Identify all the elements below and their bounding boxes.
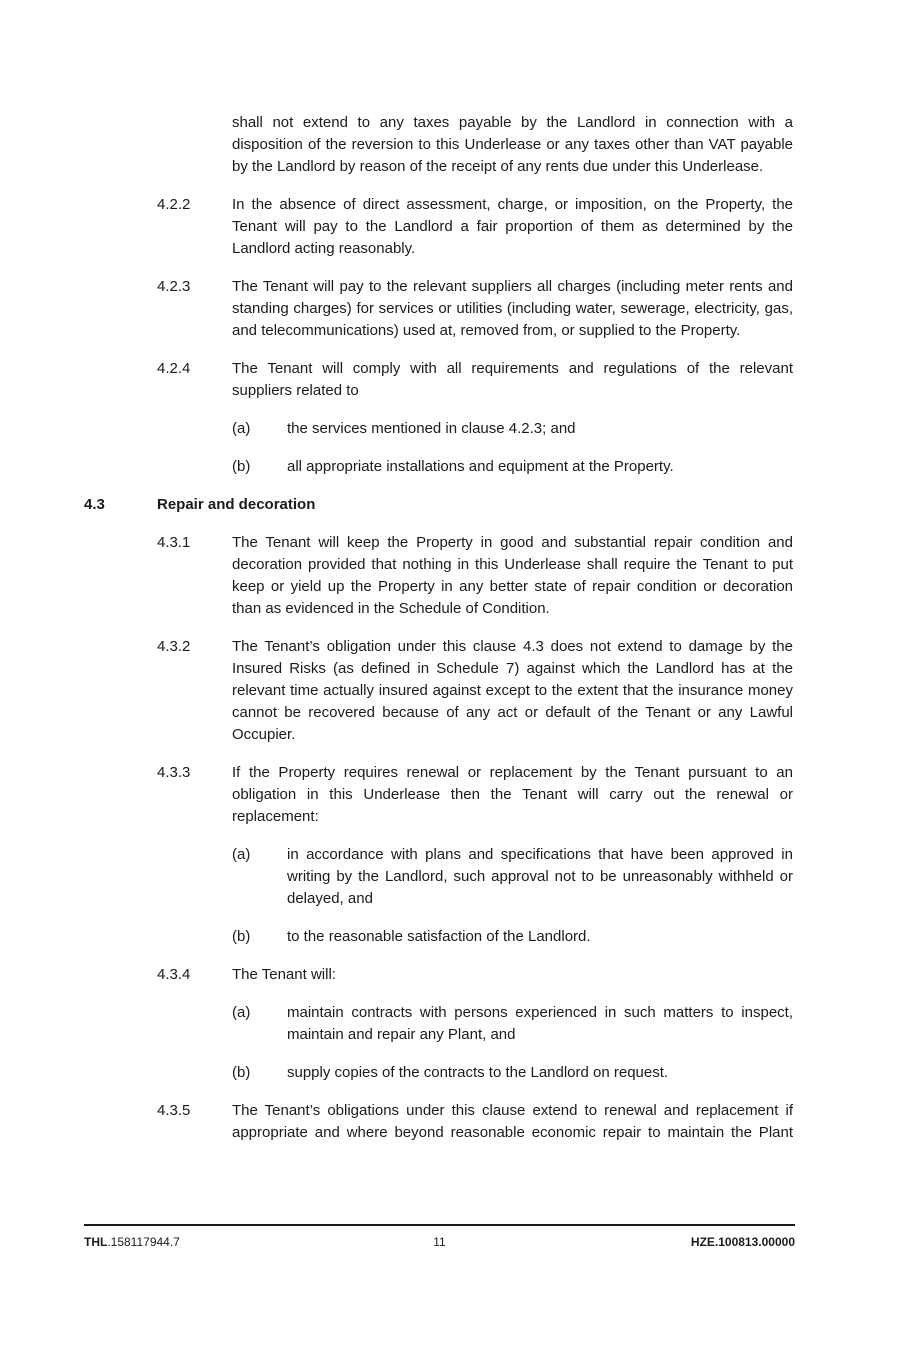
clause-4-3-3 <box>157 762 793 828</box>
subclause-text: the services mentioned in clause 4.2.3; and <box>287 420 576 437</box>
section-title: Repair and decoration <box>157 496 316 513</box>
clause-4-2-4 <box>157 358 793 402</box>
clause-number: 4.2.3 <box>157 278 191 295</box>
subclause-letter: (a) <box>232 846 251 863</box>
clause-4-3-5 <box>157 1100 793 1144</box>
section-heading-4-3 <box>84 494 793 516</box>
subclause-letter: (b) <box>232 1064 251 1081</box>
subclause-4-3-4-b <box>232 1062 793 1084</box>
subclause-text: supply copies of the contracts to the Landlord on request. <box>287 1064 669 1081</box>
clause-4-2-3 <box>157 276 793 342</box>
subclause-4-3-3-a <box>232 844 793 910</box>
subclause-text: in accordance with plans and specifications that have been approved in writing by the Landlord, such approval not to be unreasonably withheld or delayed, and <box>287 846 793 907</box>
clause-number: 4.3.4 <box>157 966 191 983</box>
clause-4-3-2 <box>157 636 793 746</box>
clause-number: 4.2.4 <box>157 360 191 377</box>
subclause-letter: (a) <box>232 420 251 437</box>
subclause-4-3-4-a <box>232 1002 793 1046</box>
subclause-text: to the reasonable satisfaction of the Landlord. <box>287 928 591 945</box>
subclause-letter: (b) <box>232 458 251 475</box>
clause-number: 4.3.1 <box>157 534 191 551</box>
document-reference-right: HZE.100813.00000 <box>690 1235 795 1249</box>
subclause-4-2-4-b <box>232 456 793 478</box>
subclause-4-3-3-b <box>232 926 793 948</box>
clause-text: The Tenant’s obligation under this clause 4.3 does not extend to damage by the Insured Risks (as defined in Schedule 7) against which the Landlord has at the relevant time actually insured against except to the extent that the insurance money cannot be recovered because of any act or default of the Tenant or any Lawful Occupier. <box>232 638 793 743</box>
clause-number: 4.3.5 <box>157 1102 191 1119</box>
clause-text: The Tenant will: <box>232 966 336 983</box>
clause-4-3-4 <box>157 964 793 986</box>
document-reference-left-prefix: THL <box>84 1235 108 1249</box>
subclause-letter: (a) <box>232 1004 251 1021</box>
subclause-4-2-4-a <box>232 418 793 440</box>
footer-row <box>84 1224 795 1249</box>
clause-number: 4.2.2 <box>157 196 191 213</box>
document-reference-left <box>84 1235 321 1249</box>
clause-text: If the Property requires renewal or replacement by the Tenant pursuant to an obligation in this Underlease then the Tenant will carry out the renewal or replacement: <box>232 764 793 825</box>
clause-text: The Tenant will pay to the relevant suppliers all charges (including meter rents and standing charges) for services or utilities (including water, sewerage, electricity, gas, and telecommunications) used at, removed from, or supplied to the Property. <box>232 278 793 339</box>
clause-4-2-2 <box>157 194 793 260</box>
clause-text: The Tenant will keep the Property in good and substantial repair condition and decoration provided that nothing in this Underlease shall require the Tenant to put keep or yield up the Property in any better state of repair condition or decoration than as evidenced in the Schedule of Condition. <box>232 534 793 617</box>
clause-4-3-1 <box>157 532 793 620</box>
page-footer <box>84 1224 795 1249</box>
subclause-letter: (b) <box>232 928 251 945</box>
paragraph-continuation: shall not extend to any taxes payable by the Landlord in connection with a disposition of the reversion to this Underlease or any taxes other than VAT payable by the Landlord by reason of the receipt of any rents due under this Underlease. <box>232 114 793 175</box>
clause-text: The Tenant will comply with all requirements and regulations of the relevant suppliers related to <box>232 360 793 399</box>
document-reference-left-number: .158117944.7 <box>107 1235 180 1249</box>
clause-number: 4.3.2 <box>157 638 191 655</box>
clause-text: In the absence of direct assessment, charge, or imposition, on the Property, the Tenant will pay to the Landlord a fair proportion of them as determined by the Landlord acting reasonably. <box>232 196 793 257</box>
subclause-text: maintain contracts with persons experienced in such matters to inspect, maintain and repair any Plant, and <box>287 1004 793 1043</box>
subclause-text: all appropriate installations and equipment at the Property. <box>287 458 674 475</box>
clause-text: The Tenant’s obligations under this clause extend to renewal and replacement if appropriate and where beyond reasonable economic repair to maintain the Plant <box>232 1102 793 1141</box>
section-number: 4.3 <box>84 496 105 513</box>
clause-number: 4.3.3 <box>157 764 191 781</box>
page-number: 11 <box>433 1235 446 1249</box>
